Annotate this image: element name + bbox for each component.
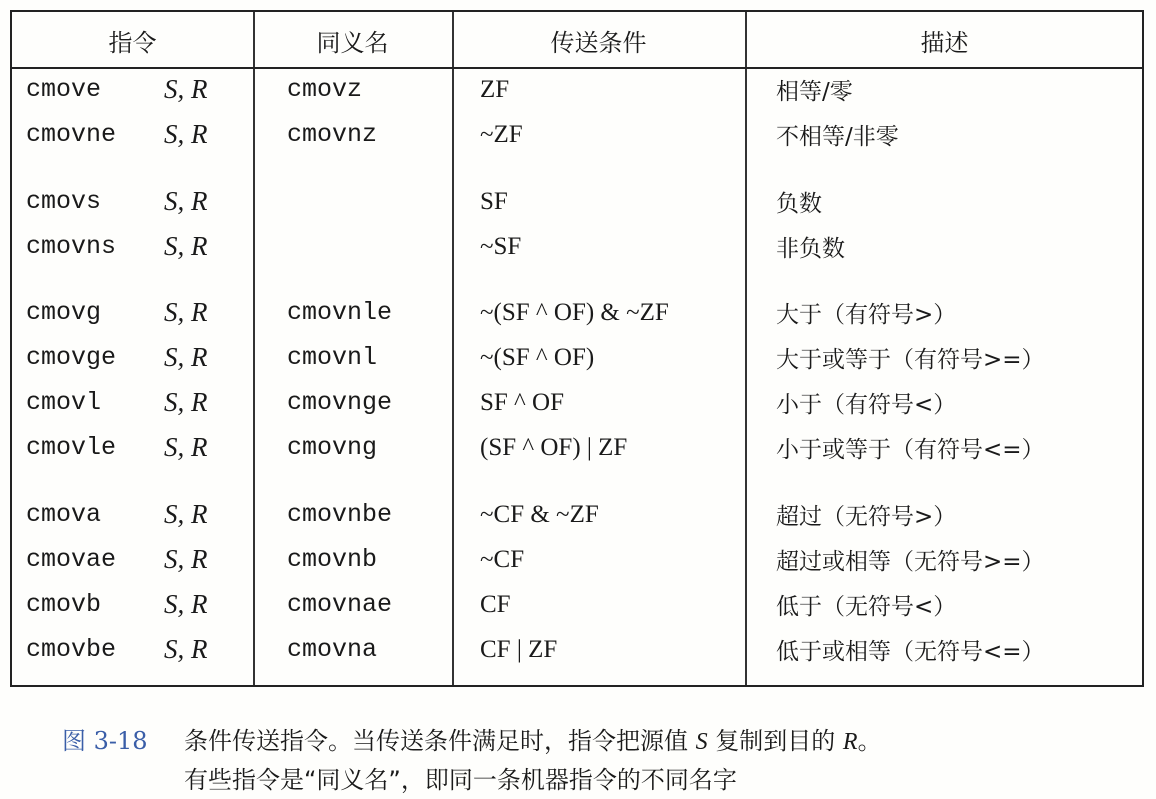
synonym-cell: cmovna [287,635,378,664]
figure-number: 图 3-18 [62,727,148,755]
synonym-cell: cmovnae [287,590,393,619]
table-row [12,179,1142,224]
instruction-cell: cmovae [26,545,117,574]
description-cell: 相等/零 [776,79,853,105]
table-row [12,335,1142,380]
table-row [12,492,1142,537]
instruction-cell: cmovs [26,187,102,216]
description-cell: 超过（无符号>） [776,504,957,530]
condition-cell: CF | ZF [480,635,558,663]
condition-cell: ~(SF ^ OF) & ~ZF [480,298,669,326]
description-cell: 超过或相等（无符号>=） [776,549,1045,575]
instruction-cell: cmova [26,500,102,529]
caption-line-1: 图 3-18 条件传送指令。当传送条件满足时，指令把源值 S 复制到目的 R。 [62,722,882,761]
header-condition: 传送条件 [550,29,647,57]
table-row [12,112,1142,157]
instruction-cell: cmove [26,75,102,104]
operands-cell: S, R [164,499,208,529]
description-cell: 小于（有符号<） [776,392,957,418]
condition-cell: (SF ^ OF) | ZF [480,433,628,461]
condition-cell: SF [480,187,508,215]
figure-caption [62,722,882,799]
description-cell: 大于或等于（有符号>=） [776,347,1045,373]
description-cell: 低于（无符号<） [776,594,957,620]
synonym-cell: cmovnle [287,298,393,327]
condition-cell: ~ZF [480,120,523,148]
description-cell: 大于（有符号>） [776,302,957,328]
synonym-cell: cmovng [287,433,378,462]
header-description: 描述 [920,29,969,57]
condition-cell: ~CF & ~ZF [480,500,599,528]
operands-cell: S, R [164,119,208,149]
condition-cell: ~CF [480,545,525,573]
table-row [12,380,1142,425]
operands-cell: S, R [164,432,208,462]
instruction-cell: cmovne [26,120,117,149]
operands-cell: S, R [164,342,208,372]
table-row [12,67,1142,112]
instruction-cell: cmovg [26,298,102,327]
instruction-cell: cmovbe [26,635,117,664]
description-cell: 不相等/非零 [776,124,899,150]
operands-cell: S, R [164,387,208,417]
table-row [12,582,1142,627]
instruction-cell: cmovb [26,590,102,619]
header-instruction: 指令 [108,29,157,57]
description-cell: 低于或相等（无符号<=） [776,639,1045,665]
cmov-table [10,10,1144,687]
operands-cell: S, R [164,589,208,619]
synonym-cell: cmovnbe [287,500,393,529]
operands-cell: S, R [164,186,208,216]
synonym-cell: cmovnge [287,388,393,417]
synonym-cell: cmovnl [287,343,378,372]
synonym-cell: cmovz [287,75,363,104]
instruction-cell: cmovge [26,343,117,372]
operands-cell: S, R [164,297,208,327]
operands-cell: S, R [164,231,208,261]
synonym-cell: cmovnz [287,120,378,149]
header-synonym: 同义名 [316,29,389,57]
synonym-cell: cmovnb [287,545,378,574]
description-cell: 非负数 [776,236,845,262]
description-cell: 小于或等于（有符号<=） [776,437,1045,463]
description-cell: 负数 [776,191,822,217]
table-row [12,290,1142,335]
condition-cell: ZF [480,75,510,103]
operands-cell: S, R [164,634,208,664]
caption-line-2: 有些指令是“同义名”，即同一条机器指令的不同名字 [184,766,737,794]
condition-cell: SF ^ OF [480,388,564,416]
operands-cell: S, R [164,74,208,104]
table-row [12,537,1142,582]
operands-cell: S, R [164,544,208,574]
condition-cell: ~SF [480,232,522,260]
instruction-cell: cmovns [26,232,117,261]
condition-cell: ~(SF ^ OF) [480,343,595,371]
table-row [12,224,1142,269]
table-row [12,425,1142,470]
instruction-cell: cmovle [26,433,117,462]
condition-cell: CF [480,590,511,618]
instruction-cell: cmovl [26,388,102,417]
table-row [12,627,1142,672]
